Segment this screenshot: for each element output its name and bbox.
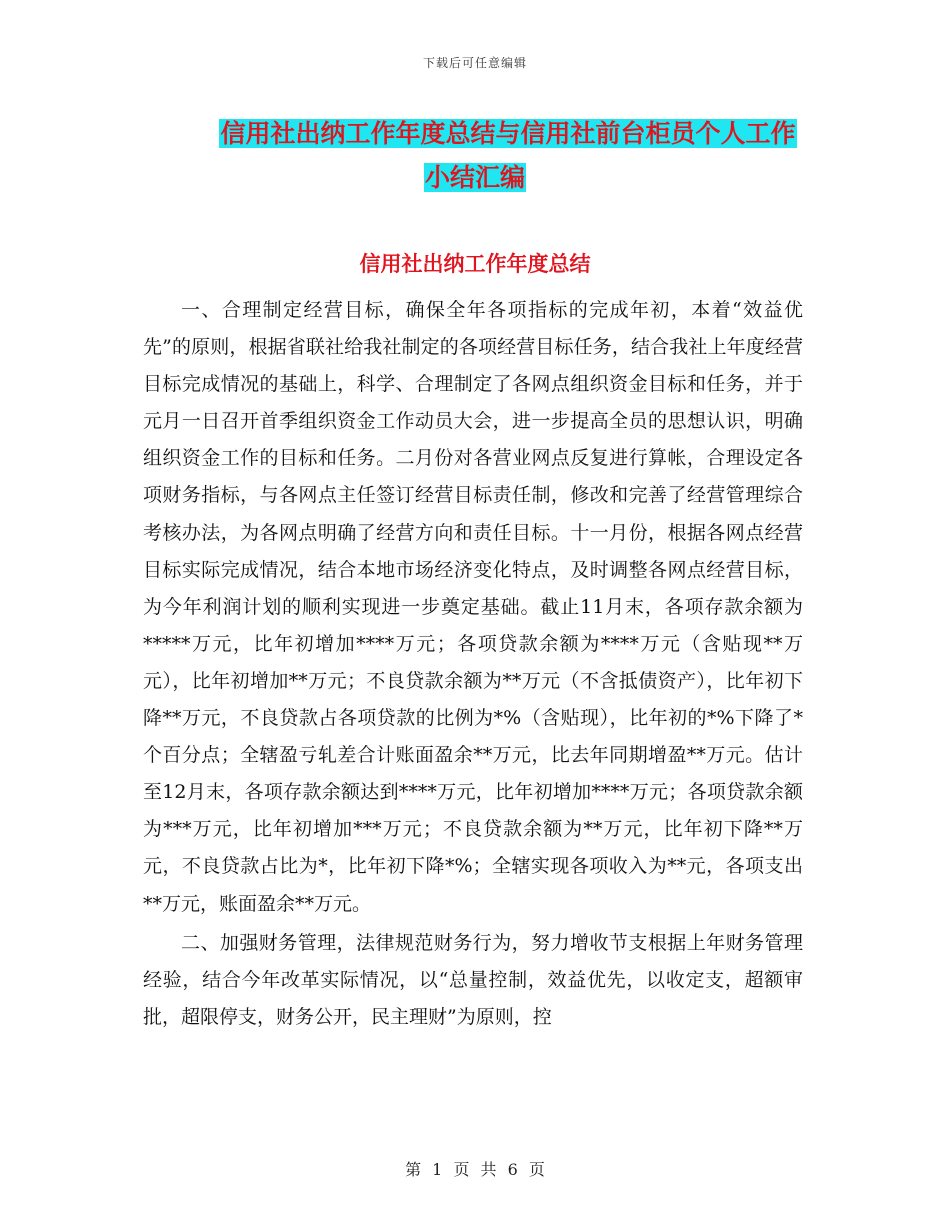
document-title-line-2 xyxy=(0,156,950,200)
body-text xyxy=(143,292,803,1036)
document-title-line-1 xyxy=(0,112,950,156)
paragraph-1: 一、合理制定经营目标，确保全年各项指标的完成年初，本着“效益优先”的原则，根据省联社给我社制定的各项经营目标任务，结合我社上年度经营目标完成情况的基础上，科学、合理制定了各网点组织资金目标和任务，并于元月一日召开首季组织资金工作动员大会，进一步提高全员的思想认识，明确组织资金工作的目标和任务。二月份对各营业网点反复进行算帐，合理设定各项财务指标，与各网点主任签订经营目标责任制，修改和完善了经营管理综合考核办法，为各网点明确了经营方向和责任目标。十一月份，根据各网点经营目标实际完成情况，结合本地市场经济变化特点，及时调整各网点经营目标，为今年利润计划的顺利实现进一步奠定基础。截止11月末，各项存款余额为*****万元，比年初增加****万元；各项贷款余额为****万元（含贴现**万元），比年初增加**万元；不良贷款余额为**万元（不含抵债资产），比年初下降**万元，不良贷款占各项贷款的比例为*%（含贴现），比年初的*%下降了*个百分点；全辖盈亏轧差合计账面盈余**万元，比去年同期增盈**万元。估计至12月末，各项存款余额达到****万元，比年初增加****万元；各项贷款余额为***万元，比年初增加***万元；不良贷款余额为**万元，比年初下降**万元，不良贷款占比为*，比年初下降*%；全辖实现各项收入为**元，各项支出**万元，账面盈余**万元。 xyxy=(143,299,803,915)
paragraph-2: 二、加强财务管理，法律规范财务行为，努力增收节支根据上年财务管理经验，结合今年改革实际情况，以“总量控制，效益优先，以收定支，超额审批，超限停支，财务公开，民主理财”为原则，控 xyxy=(143,931,803,1028)
page-header-note: 下载后可任意编辑 xyxy=(422,56,527,70)
document-title xyxy=(0,112,950,200)
title-highlight: 小结汇编 xyxy=(424,163,525,192)
title-highlight: 信用社出纳工作年度总结与信用社前台柜员个人工作 xyxy=(220,119,796,148)
section-heading: 信用社出纳工作年度总结 xyxy=(359,252,591,276)
page-footer: 第 1 页 共 6 页 xyxy=(405,1160,545,1179)
